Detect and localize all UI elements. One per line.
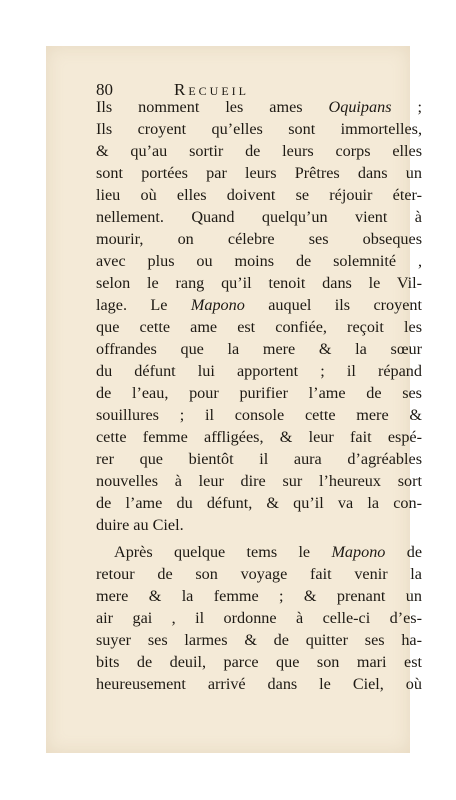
text-line: suyer ses larmes & de quitter ses ha- [96,631,422,649]
paragraph [96,541,422,695]
text-line: bits de deuil, parce que son mari est [96,653,422,671]
paragraph [96,96,422,536]
page-number: 80 [96,80,113,99]
text-line: de l’eau, pour purifier l’ame de ses [96,384,422,402]
text-line: du défunt lui apportent ; il répand [96,362,422,380]
text-line: de l’ame du défunt, & qu’il va la con- [96,494,422,512]
text-line: air gai , il ordonne à celle-ci d’es- [96,609,422,627]
text-line: nellement. Quand quelqu’un vient à [96,208,422,226]
text-line: souillures ; il console cette mere & [96,406,422,424]
book-page [46,46,423,753]
text-line: avec plus ou moins de solemnité , [96,252,422,270]
running-head: Recueil [174,80,249,99]
text-line: lieu où elles doivent se réjouir éter- [96,186,422,204]
text-line: heureusement arrivé dans le Ciel, où [96,675,422,693]
text-line: Ils croyent qu’elles sont immortelles, [96,120,422,138]
text-line: retour de son voyage fait venir la [96,565,422,583]
text-line: Après quelque tems le Mapono de [114,543,423,561]
text-line: offrandes que la mere & la sœur [96,340,422,358]
body-text [96,96,422,695]
text-line: selon le rang qu’il tenoit dans le Vil- [96,274,422,292]
text-line: lage. Le Mapono auquel ils croyent [96,296,422,314]
text-line: & qu’au sortir de leurs corps elles [96,142,422,160]
text-line: sont portées par leurs Prêtres dans un [96,164,422,182]
text-line: Ils nomment les ames Oquipans ; [96,98,423,116]
text-line: mourir, on célebre ses obseques [96,230,422,248]
text-line: nouvelles à leur dire sur l’heureux sort [96,472,422,490]
text-line: que cette ame est confiée, reçoit les [96,318,422,336]
text-line: duire au Ciel. [96,516,184,534]
text-line: rer que bientôt il aura d’agréables [96,450,422,468]
text-line: mere & la femme ; & prenant un [96,587,422,605]
text-line: cette femme affligées, & leur fait espé- [96,428,422,446]
